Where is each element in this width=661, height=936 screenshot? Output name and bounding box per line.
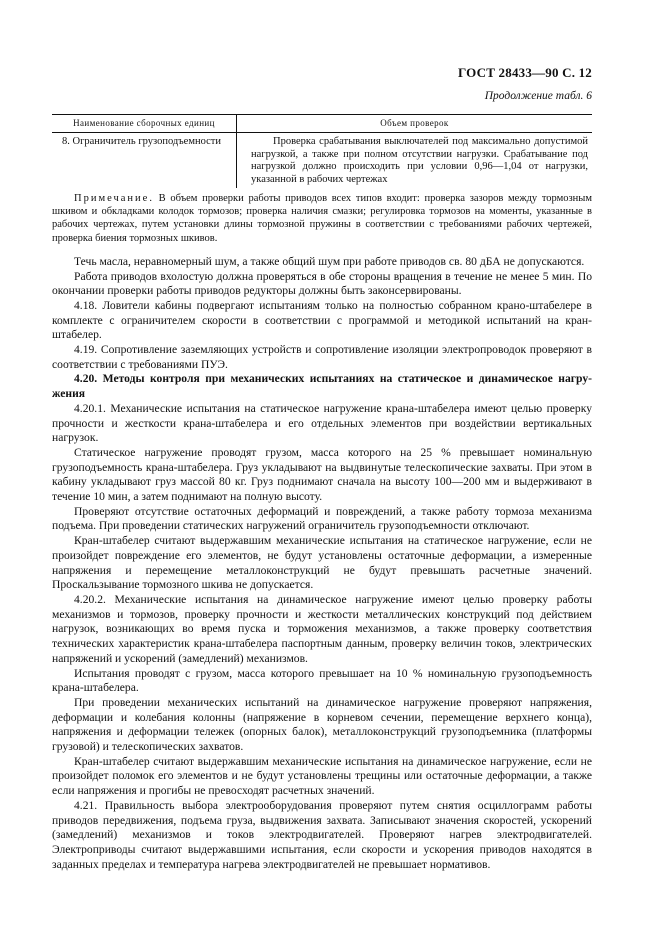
table-cell-unit: 8. Ограничитель грузоподъемности	[52, 133, 237, 189]
page-header-title: ГОСТ 28433—90 С. 12	[458, 65, 592, 80]
paragraph: 4.19. Сопротивление заземляющих устройств и сопротивление изоляции электропроводок проверяют в соответствии с требованиями ПУЭ.	[52, 343, 592, 371]
note-label: Примечание.	[74, 193, 154, 204]
inspection-table	[52, 114, 592, 188]
column-header-unit: Наименование сборочных единиц	[52, 115, 237, 133]
paragraph: 4.20.2. Механические испытания на динамическое нагружение имеют целью проверку работы механизмов и тормозов, проверку прочности и жесткости металлических конструкций под действием нагрузок, возникающих во время пуска и торможения механизмов, а также проверку соответствия технических характеристик крана-штабелера паспортным данным, проверку величин токов, электрических напряжений и ускорений (замедлений) механизмов.	[52, 592, 592, 665]
table-row	[52, 133, 592, 189]
table-cell-scope: Проверка срабатывания выключателей под максимально допустимой нагрузкой, а также при полном отсутствии нагрузки. Срабатывание под нагрузкой должно происходить при условии 0,96—1,04 от нагрузки, указанной в рабочих чертежах	[251, 136, 588, 185]
paragraph-list	[52, 255, 592, 873]
table-note	[52, 192, 592, 245]
paragraph: Работа приводов вхолостую должна проверяться в обе стороны вращения в течение не менее 5 мин. По окончании проверки работы приводов редукторы должны быть законсервированы.	[52, 269, 592, 298]
table-continuation-label: Продолжение табл. 6	[484, 90, 592, 102]
paragraph: 4.18. Ловители кабины подвергают испытаниям только на полностью собранном крано-штабелере в комплекте с ограничителем скорости в соответствии с программой и методикой испытаний на кран-штабелер.	[52, 298, 592, 342]
column-header-scope: Объем проверок	[237, 115, 593, 133]
paragraph: Кран-штабелер считают выдержавшим механические испытания на статическое нагружение, если не произойдет повреждение его элементов, не будут установлены остаточные деформации, а измеренные напряжения и перемещение металлоконструкций не будут превышать расчетные значений. Проскальзывание тормозного шкива не допускается.	[52, 534, 592, 592]
section-heading-text: 4.20. Методы контроля при механических испытаниях на статическое и динамическое нагружения	[52, 372, 592, 401]
paragraph: Проверяют отсутствие остаточных деформаций и повреждений, а также работу тормоза механизма подъема. При проведении статических нагружений ограничитель грузоподъемности отключают.	[52, 504, 592, 533]
paragraph: Испытания проводят с грузом, масса которого превышает на 10 % номинальную грузоподъемность крана-штабелера.	[52, 666, 592, 695]
note-text: В объем проверки работы приводов всех типов входит: проверка зазоров между тормозным шкивом и обкладками колодок тормозов; проверка наличия смазки; регулировка тормозов на моменты, указанные в рабочих чертежах, путем установки длины тормозной пружины в соответствии с требованиями рабочих чертежей, проверка биения тормозных шкивов.	[52, 193, 593, 244]
document-body	[52, 192, 592, 872]
paragraph: Статическое нагружение проводят грузом, масса которого на 25 % превышает номинальную грузоподъемность крана-штабелера. Груз укладывают на выдвинутые телескопические захваты. При этом в кабину укладывают груз массой 80 кг. Груз поднимают сначала на высоту 100—200 мм и выдерживают в течение 10 мин, а затем поднимают на полную высоту.	[52, 445, 592, 504]
paragraph: 4.21. Правильность выбора электрооборудования проверяют путем снятия осциллограмм работы приводов передвижения, подъема груза, выдвижения захвата. Записывают значения скоростей, ускорений (замедлений) механизмов и токов электродвигателей. Проверяют нагрев электродвигателей. Электроприводы считают выдержавшими испытания, если скорости и ускорения приводов находятся в заданных пределах и температура нагрева электродвигателей не превышает нормативов.	[52, 798, 592, 871]
section-heading	[52, 372, 592, 401]
paragraph: 4.20.1. Механические испытания на статическое нагружение крана-штабелера имеют целью проверку прочности и жесткости крана-штабелера и его отдельных элементов при воздействии вертикальных нагрузок.	[52, 401, 592, 445]
paragraph: При проведении механических испытаний на динамическое нагружение проверяют напряжения, деформации и колебания колонны (напряжение в корневом сечении, перемещение верхнего конца), напряжения и деформации тележек (опорных балок), металлоконструкций грузоподъемника (платформы грузовой) и телескопических захватов.	[52, 695, 592, 754]
paragraph: Течь масла, неравномерный шум, а также общий шум при работе приводов св. 80 дБА не допускаются.	[74, 254, 585, 268]
paragraph: Кран-штабелер считают выдержавшим механические испытания на динамическое нагружение, если не произойдет поломок его элементов и не будут установлены трещины или остаточные деформации, а также если напряжения и прогибы не превосходят расчетных значений.	[52, 754, 592, 798]
table-header-row	[52, 115, 592, 133]
